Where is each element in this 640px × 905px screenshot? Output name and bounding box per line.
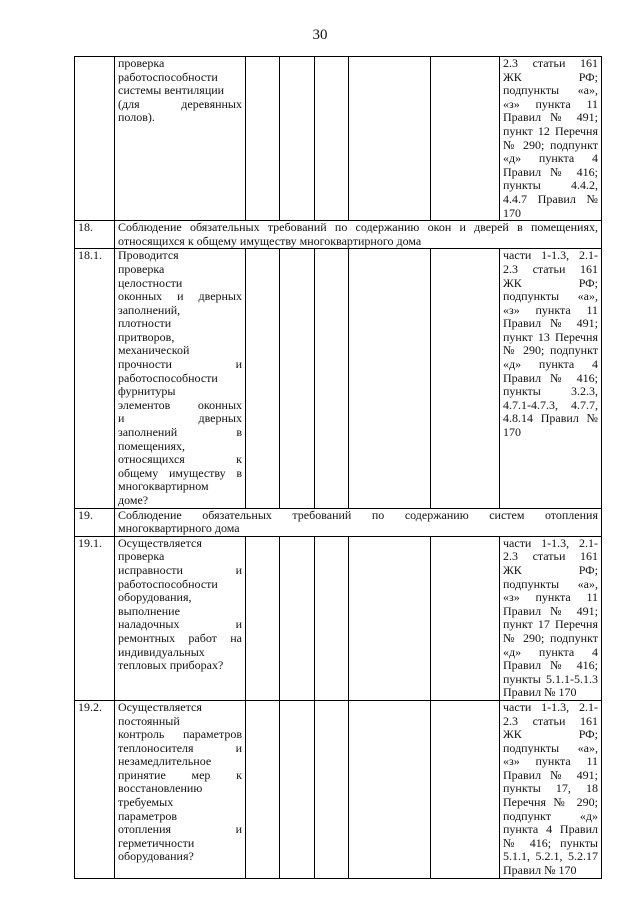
reference-line: Правил № 416; bbox=[503, 658, 598, 673]
question-cell bbox=[115, 536, 246, 700]
question-line: общему имуществу в bbox=[118, 465, 242, 480]
answer-na-cell[interactable] bbox=[315, 536, 349, 700]
section-number: 18. bbox=[75, 221, 115, 249]
question-line: многоквартирном bbox=[118, 479, 209, 494]
section-title-line: Соблюдение обязательных требований по содержанию систем отопления bbox=[118, 507, 598, 522]
question-line: работоспособности bbox=[118, 576, 218, 591]
reference-line: подпункт «д» bbox=[503, 808, 598, 823]
question-line: проверка bbox=[118, 549, 165, 564]
note-cell[interactable] bbox=[349, 536, 431, 700]
question-cell bbox=[115, 700, 246, 878]
reference-cell bbox=[500, 249, 602, 508]
reference-line: ЖК РФ; bbox=[503, 69, 598, 84]
section-title-line: многоквартирного дома bbox=[118, 521, 240, 536]
reference-line: подпункты «а», bbox=[503, 576, 598, 591]
reference-line: Перечня № 290; bbox=[503, 795, 598, 810]
reference-line: 4.4.7 Правил № bbox=[503, 191, 598, 206]
reference-line: 2.3 статьи 161 bbox=[503, 261, 598, 276]
reference-line: части 1-1.3, 2.1- bbox=[503, 699, 598, 714]
reference-line: «з» пункта 11 bbox=[503, 754, 598, 769]
question-cell bbox=[115, 57, 246, 221]
reference-line: «з» пункта 11 bbox=[503, 590, 598, 605]
question-line: тепловых приборах? bbox=[118, 658, 224, 673]
reference-line: 4.7.1-4.7.3, 4.7.7, bbox=[503, 397, 598, 412]
reference-line: пункт 13 Перечня bbox=[503, 329, 598, 344]
item-number: 18.1. bbox=[75, 249, 115, 508]
item-row bbox=[75, 57, 602, 221]
checklist-body bbox=[75, 57, 602, 879]
evidence-cell[interactable] bbox=[431, 57, 500, 221]
reference-line: части 1-1.3, 2.1- bbox=[503, 535, 598, 550]
note-cell[interactable] bbox=[349, 57, 431, 221]
reference-cell bbox=[500, 700, 602, 878]
section-row bbox=[75, 508, 602, 536]
question-line: теплоносителя и bbox=[118, 740, 242, 755]
reference-line: «д» пункта 4 bbox=[503, 357, 598, 372]
item-row bbox=[75, 536, 602, 700]
reference-line: № 290; подпункт bbox=[503, 137, 598, 152]
reference-line: Правил № 170 bbox=[503, 685, 577, 700]
question-line: проверка bbox=[118, 261, 165, 276]
question-line: относящихся к bbox=[118, 452, 242, 467]
reference-line: пункты 3.2.3, bbox=[503, 384, 598, 399]
question-line: заполнений, bbox=[118, 302, 181, 317]
reference-line: пункт 17 Перечня bbox=[503, 617, 598, 632]
item-row bbox=[75, 249, 602, 508]
item-row bbox=[75, 700, 602, 878]
reference-line: Правил № 491; bbox=[503, 316, 598, 331]
question-line: фурнитуры bbox=[118, 384, 176, 399]
reference-cell bbox=[500, 57, 602, 221]
answer-yes-cell[interactable] bbox=[246, 536, 280, 700]
question-line: оборудования? bbox=[118, 849, 194, 864]
question-line: проверка bbox=[118, 56, 165, 70]
reference-line: ЖК РФ; bbox=[503, 275, 598, 290]
reference-cell bbox=[500, 536, 602, 700]
answer-no-cell[interactable] bbox=[280, 536, 315, 700]
answer-yes-cell[interactable] bbox=[246, 57, 280, 221]
question-line: параметров bbox=[118, 808, 178, 823]
question-line: индивидуальных bbox=[118, 644, 205, 659]
question-line: полов). bbox=[118, 110, 155, 125]
evidence-cell[interactable] bbox=[431, 536, 500, 700]
reference-line: пункта 4 Правил bbox=[503, 822, 598, 837]
reference-line: Правил № 416; bbox=[503, 164, 598, 179]
question-line: оконных и дверных bbox=[118, 289, 242, 304]
section-number: 19. bbox=[75, 508, 115, 536]
question-line: помещениях, bbox=[118, 438, 186, 453]
question-line: системы вентиляции bbox=[118, 83, 225, 98]
question-line: работоспособности bbox=[118, 69, 218, 84]
item-number: 19.1. bbox=[75, 536, 115, 700]
reference-line: подпункты «а», bbox=[503, 740, 598, 755]
reference-line: ЖК РФ; bbox=[503, 727, 598, 742]
reference-line: 170 bbox=[503, 425, 521, 440]
item-number bbox=[75, 57, 115, 221]
question-line: Проводится bbox=[118, 248, 179, 263]
question-line: прочности и bbox=[118, 357, 242, 372]
section-title bbox=[115, 221, 602, 249]
section-title-line: относящихся к общему имуществу многоквартирного дома bbox=[118, 233, 422, 248]
reference-line: Правил № 170 bbox=[503, 863, 577, 878]
reference-line: Правил № 491; bbox=[503, 110, 598, 125]
answer-na-cell[interactable] bbox=[315, 249, 349, 508]
question-line: постоянный bbox=[118, 713, 180, 728]
reference-line: 5.1.1, 5.2.1, 5.2.17 bbox=[503, 849, 598, 864]
section-title bbox=[115, 508, 602, 536]
answer-no-cell[interactable] bbox=[280, 700, 315, 878]
reference-line: № 290; подпункт bbox=[503, 630, 598, 645]
answer-yes-cell[interactable] bbox=[246, 700, 280, 878]
reference-line: части 1-1.3, 2.1- bbox=[503, 248, 598, 263]
reference-line: 2.3 статьи 161 bbox=[503, 549, 598, 564]
reference-line: пункты 17, 18 bbox=[503, 781, 598, 796]
checklist-table bbox=[74, 56, 602, 879]
reference-line: № 290; подпункт bbox=[503, 343, 598, 358]
answer-na-cell[interactable] bbox=[315, 700, 349, 878]
reference-line: пункт 12 Перечня bbox=[503, 123, 598, 138]
note-cell[interactable] bbox=[349, 700, 431, 878]
reference-line: Правил № 491; bbox=[503, 603, 598, 618]
question-line: герметичности bbox=[118, 835, 195, 850]
reference-line: «з» пункта 11 bbox=[503, 96, 598, 111]
reference-line: «д» пункта 4 bbox=[503, 151, 598, 166]
reference-line: ЖК РФ; bbox=[503, 562, 598, 577]
answer-na-cell[interactable] bbox=[315, 57, 349, 221]
question-line: требуемых bbox=[118, 795, 174, 810]
question-line: работоспособности bbox=[118, 370, 218, 385]
question-line: плотности bbox=[118, 316, 172, 331]
reference-line: «д» пункта 4 bbox=[503, 644, 598, 659]
section-row bbox=[75, 221, 602, 249]
question-line: отопления и bbox=[118, 822, 242, 837]
reference-line: пункты 5.1.1-5.1.3 bbox=[503, 671, 598, 686]
reference-line: № 416; пункты bbox=[503, 835, 598, 850]
reference-line: «з» пункта 11 bbox=[503, 302, 598, 317]
item-number: 19.2. bbox=[75, 700, 115, 878]
question-line: доме? bbox=[118, 493, 149, 507]
question-line: (для деревянных bbox=[118, 96, 242, 111]
answer-no-cell[interactable] bbox=[280, 249, 315, 508]
question-line: притворов, bbox=[118, 329, 175, 344]
reference-line: 4.8.14 Правил № bbox=[503, 411, 598, 426]
reference-line: 2.3 статьи 161 bbox=[503, 56, 598, 70]
answer-no-cell[interactable] bbox=[280, 57, 315, 221]
question-line: восстановлению bbox=[118, 781, 203, 796]
question-line: Осуществляется bbox=[118, 535, 202, 550]
question-line: элементов оконных bbox=[118, 397, 242, 412]
section-title-line: Соблюдение обязательных требований по содержанию окон и дверей в помещениях, bbox=[118, 220, 598, 235]
question-line: наладочных и bbox=[118, 617, 242, 632]
question-line: контроль параметров bbox=[118, 727, 242, 742]
question-line: целостности bbox=[118, 275, 183, 290]
question-cell bbox=[115, 249, 246, 508]
question-line: механической bbox=[118, 343, 190, 358]
question-line: ремонтных работ на bbox=[118, 630, 242, 645]
reference-line: 170 bbox=[503, 205, 521, 220]
question-line: заполнений в bbox=[118, 425, 242, 440]
page-number: 30 bbox=[312, 27, 328, 43]
question-line: Осуществляется bbox=[118, 699, 202, 714]
question-line: незамедлительное bbox=[118, 754, 212, 769]
question-line: принятие мер к bbox=[118, 767, 242, 782]
reference-line: Правил № 416; bbox=[503, 370, 598, 385]
answer-yes-cell[interactable] bbox=[246, 249, 280, 508]
question-line: исправности и bbox=[118, 562, 242, 577]
reference-line: подпункты «а», bbox=[503, 289, 598, 304]
evidence-cell[interactable] bbox=[431, 249, 500, 508]
reference-line: пункты 4.4.2, bbox=[503, 178, 598, 193]
reference-line: 2.3 статьи 161 bbox=[503, 713, 598, 728]
reference-line: Правил № 491; bbox=[503, 767, 598, 782]
evidence-cell[interactable] bbox=[431, 700, 500, 878]
reference-line: подпункты «а», bbox=[503, 83, 598, 98]
question-line: и дверных bbox=[118, 411, 242, 426]
note-cell[interactable] bbox=[349, 249, 431, 508]
question-line: оборудования, bbox=[118, 590, 192, 605]
question-line: выполнение bbox=[118, 603, 180, 618]
